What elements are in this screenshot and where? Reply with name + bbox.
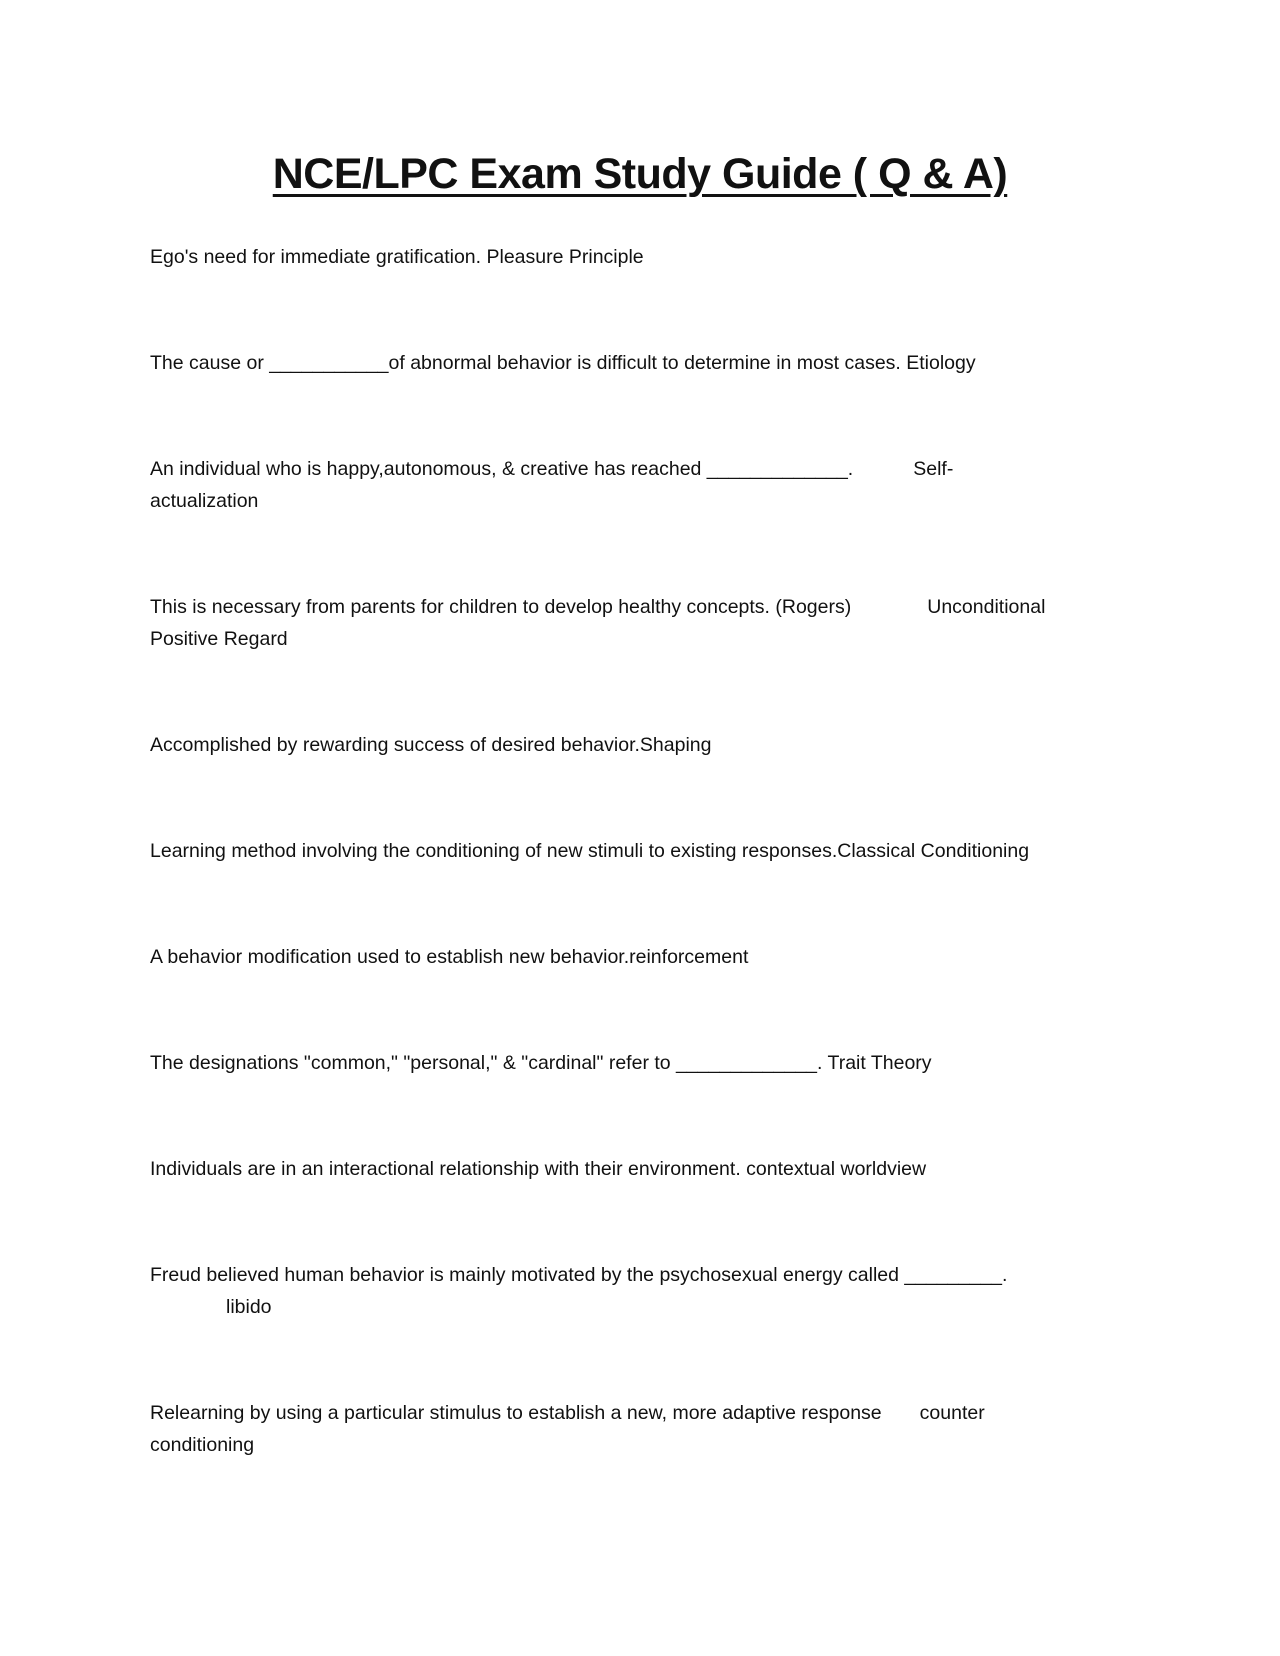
question-text: Accomplished by rewarding success of desired behavior. bbox=[150, 734, 640, 756]
answer-text: libido bbox=[226, 1296, 272, 1318]
answer-text-line2: actualization bbox=[150, 490, 259, 512]
question-text: This is necessary from parents for children to develop healthy concepts. (Rogers) bbox=[150, 596, 852, 618]
answer-text: Trait Theory bbox=[827, 1052, 932, 1074]
question-text: Individuals are in an interactional relationship with their environment. bbox=[150, 1158, 741, 1180]
answer-text: Shaping bbox=[639, 734, 712, 756]
qa-item-2 bbox=[150, 347, 1130, 379]
answer-text: contextual worldview bbox=[746, 1158, 927, 1180]
qa-item-4 bbox=[150, 591, 1130, 655]
answer-text: reinforcement bbox=[629, 946, 749, 968]
document-title: NCE/LPC Exam Study Guide ( Q & A) bbox=[272, 150, 1008, 198]
qa-item-9 bbox=[150, 1153, 1130, 1185]
question-text: Learning method involving the conditioning of new stimuli to existing responses. bbox=[150, 840, 838, 862]
qa-item-11 bbox=[150, 1397, 1130, 1461]
question-text: An individual who is happy,autonomous, & creative has reached _____________. bbox=[150, 458, 854, 480]
question-text: Freud believed human behavior is mainly motivated by the psychosexual energy called _________. bbox=[150, 1264, 1008, 1286]
qa-item-3 bbox=[150, 453, 1130, 517]
qa-item-8 bbox=[150, 1047, 1130, 1079]
question-text: The cause or ___________of abnormal behavior is difficult to determine in most cases. bbox=[150, 352, 901, 374]
answer-text-line1: Unconditional bbox=[927, 596, 1046, 618]
answer-text-line2: conditioning bbox=[150, 1434, 255, 1456]
qa-item-6 bbox=[150, 835, 1130, 867]
answer-text: Classical Conditioning bbox=[837, 840, 1030, 862]
question-text: Ego's need for immediate gratification. bbox=[150, 246, 482, 268]
qa-item-5 bbox=[150, 729, 1130, 761]
question-text: A behavior modification used to establish new behavior. bbox=[150, 946, 630, 968]
question-text: Relearning by using a particular stimulus to establish a new, more adaptive response bbox=[150, 1402, 882, 1424]
qa-item-7 bbox=[150, 941, 1130, 973]
question-text: The designations "common," "personal," & "cardinal" refer to _____________. bbox=[150, 1052, 823, 1074]
answer-text: Pleasure Principle bbox=[486, 246, 644, 268]
answer-text-line2: Positive Regard bbox=[150, 628, 288, 650]
answer-text-line1: Self- bbox=[913, 458, 954, 480]
answer-text-line1: counter bbox=[919, 1402, 985, 1424]
qa-item-1 bbox=[150, 241, 1130, 273]
qa-item-10 bbox=[150, 1259, 1130, 1323]
answer-text: Etiology bbox=[906, 352, 976, 374]
